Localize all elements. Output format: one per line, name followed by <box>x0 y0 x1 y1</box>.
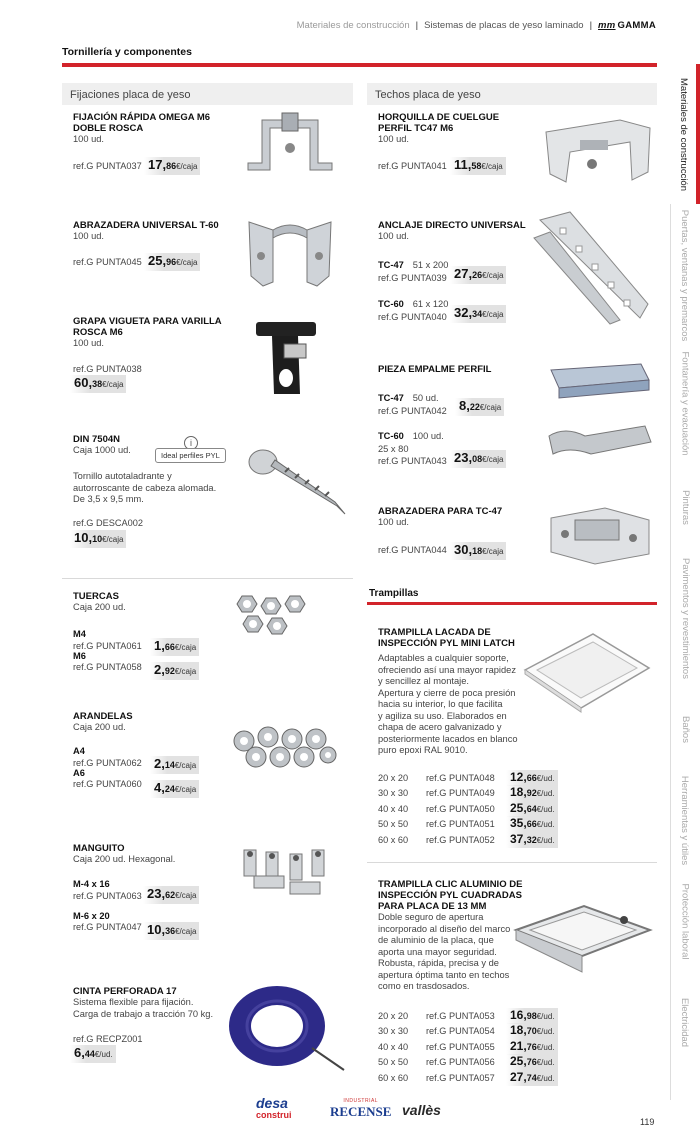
product-qty: 100 ud. <box>73 338 105 348</box>
size-ref: ref.G PUNTA057 <box>426 1072 495 1083</box>
size-ref: ref.G PUNTA048 <box>426 772 495 783</box>
size-price: 18,70€/ud. <box>506 1023 558 1039</box>
variant-price: 27,26€/caja <box>450 266 506 284</box>
size-label: 50 x 50 <box>378 819 409 830</box>
aluminium-panel-image <box>510 900 655 980</box>
product-name: ABRAZADERA UNIVERSAL T-60 <box>73 220 219 231</box>
divider <box>62 578 353 579</box>
product-qty: Caja 200 ud. Hexagonal. <box>73 854 176 864</box>
description-line: como en trasdosados. <box>378 981 470 991</box>
trampillas-divider <box>367 602 657 605</box>
sidebar-tab-label: Fontanería y evacuación <box>679 351 691 456</box>
trampillas-title: Trampillas <box>369 588 419 599</box>
variant-price: 1,66€/caja <box>150 638 199 656</box>
size-row <box>378 1070 556 1086</box>
couplers-image <box>236 846 336 906</box>
info-icon: i <box>184 436 198 450</box>
product-qty: Caja 1000 ud. <box>73 445 131 455</box>
variant-price: 8,22€/caja <box>455 398 504 416</box>
size-row <box>378 832 556 848</box>
size-row <box>378 786 556 802</box>
variant-tc47: TC-47 50 ud. ref.G PUNTA042 <box>378 393 447 416</box>
sidebar-tab-label: Materiales de construcción <box>677 77 689 191</box>
bracket-t60-image <box>243 212 338 292</box>
sidebar-tab-label: Pinturas <box>679 489 691 525</box>
product-qty: Caja 200 ud. <box>73 602 126 612</box>
page-number: 119 <box>640 1117 655 1127</box>
variant-tc60: TC-60 61 x 120 ref.G PUNTA040 <box>378 299 449 322</box>
product-price: 30,18€/caja <box>450 542 506 560</box>
variant-tc47: TC-47 51 x 200 ref.G PUNTA039 <box>378 260 449 283</box>
product-name: TRAMPILLA LACADA DE <box>378 627 491 638</box>
description-line: Doble seguro de apertura <box>378 912 484 922</box>
nuts-image <box>228 592 328 640</box>
product-qty: 100 ud. <box>378 134 410 144</box>
size-label: 30 x 30 <box>378 1026 409 1037</box>
variant-price: 23,08€/caja <box>450 450 506 468</box>
product-ref: ref.G PUNTA038 <box>73 364 142 374</box>
sidebar-tab[interactable] <box>670 689 700 769</box>
sidebar-tab[interactable] <box>670 871 700 971</box>
variant-tc60: TC-60 100 ud. 25 x 80 ref.G PUNTA043 <box>378 431 447 466</box>
product-price: 17,86€/caja <box>144 157 200 175</box>
product-name: INSPECCIÓN PYL CUADRADAS <box>378 890 522 901</box>
product-ref: ref.G DESCA002 <box>73 518 143 528</box>
size-price: 16,98€/ud. <box>506 1008 558 1024</box>
hanger-image <box>540 112 655 192</box>
product-tuercas <box>73 591 223 614</box>
size-label: 50 x 50 <box>378 1057 409 1068</box>
description-line: puro epoxi RAL 9010. <box>378 745 468 755</box>
variant-price: 10,36€/caja <box>143 922 199 940</box>
sidebar-tab-label: Baños <box>679 715 691 743</box>
product-price: 11,58€/caja <box>450 157 506 175</box>
description-line: posteriormente lacados en blanco <box>378 733 518 744</box>
size-ref: ref.G PUNTA051 <box>426 819 495 830</box>
description-line: incorporado al diseño del marco <box>378 923 511 934</box>
product-name: PERFIL TC47 M6 <box>378 123 454 134</box>
size-label: 60 x 60 <box>378 834 409 845</box>
sidebar-tab[interactable] <box>670 553 700 683</box>
section-divider <box>62 63 657 67</box>
description-line: de aluminio de la placa, que <box>378 935 494 945</box>
product-ref: ref.G PUNTA044 <box>378 545 447 555</box>
size-ref: ref.G PUNTA050 <box>426 803 495 814</box>
grapa-clip-image <box>248 316 328 401</box>
size-price: 35,66€/ud. <box>506 816 558 832</box>
product-ref: ref.G PUNTA041 <box>378 161 447 171</box>
product-qty: 100 ud. <box>378 517 410 527</box>
description-line: Apertura y cierre de poca presión <box>378 687 516 698</box>
size-row <box>378 1039 556 1055</box>
variant-list: M-4 x 16 ref.G PUNTA063 M-6 x 20 ref.G PUNTA047 <box>73 879 142 932</box>
sidebar-tab[interactable] <box>670 346 700 461</box>
size-ref: ref.G PUNTA054 <box>426 1026 495 1037</box>
product-description <box>378 653 518 757</box>
size-row <box>378 1024 556 1040</box>
size-ref: ref.G PUNTA055 <box>426 1041 495 1052</box>
product-qty: Caja 200 ud. <box>73 722 126 732</box>
product-name: ABRAZADERA PARA TC-47 <box>378 506 503 517</box>
product-description <box>378 912 518 993</box>
product-name: HORQUILLA DE CUELGUE <box>378 112 500 123</box>
product-name: ROSCA M6 <box>73 327 123 338</box>
product-name: TUERCAS <box>73 591 119 602</box>
variant-price: 2,92€/caja <box>150 662 199 680</box>
size-price: 25,76€/ud. <box>506 1054 558 1070</box>
description-line: chapa de acero galvanizado y <box>378 722 502 732</box>
size-price: 18,92€/ud. <box>506 785 558 801</box>
size-ref: ref.G PUNTA056 <box>426 1057 495 1068</box>
splice-image <box>545 360 655 468</box>
description-line: aporta una mayor seguridad. <box>378 946 497 957</box>
size-table <box>378 770 556 848</box>
washers-image <box>228 725 338 770</box>
product-mini-latch <box>378 627 528 649</box>
variant-price: 23,62€/caja <box>143 886 199 904</box>
clamp-tc47-image <box>545 500 655 570</box>
tape-roll-image <box>222 978 347 1078</box>
product-price: 25,96€/caja <box>144 253 200 271</box>
variant-list: M4 ref.G PUNTA061 M6 ref.G PUNTA058 <box>73 629 142 672</box>
category-sidebar <box>670 64 700 1100</box>
size-ref: ref.G PUNTA053 <box>426 1010 495 1021</box>
product-ref: ref.G PUNTA037 <box>73 161 142 171</box>
product-horquilla <box>378 112 538 146</box>
size-label: 20 x 20 <box>378 772 409 783</box>
sidebar-tab-label: Protección laboral <box>679 882 691 960</box>
variant-price: 32,34€/caja <box>450 305 506 323</box>
size-price: 12,66€/ud. <box>506 770 558 786</box>
anchor-image <box>530 208 655 328</box>
size-row <box>378 801 556 817</box>
size-ref: ref.G PUNTA052 <box>426 834 495 845</box>
column-header-left: Fijaciones placa de yeso <box>62 83 353 105</box>
product-description: Tornillo autotaladrante y autorroscante de cabeza alomada. De 3,5 x 9,5 mm. <box>73 471 217 504</box>
size-label: 60 x 60 <box>378 1072 409 1083</box>
product-cinta: CINTA PERFORADA 17 Sistema flexible para fijación. Carga de trabajo a tracción 70 kg. <box>73 986 243 1020</box>
valles-logo: vallès <box>402 1102 441 1118</box>
sidebar-tab[interactable] <box>670 467 700 547</box>
size-price: 37,32€/ud. <box>506 832 558 848</box>
size-row <box>378 770 556 786</box>
variant-price: 2,14€/caja <box>150 756 199 774</box>
description-line: Robusta, rápida, precisa y de <box>378 958 499 968</box>
sidebar-tab[interactable] <box>670 977 700 1067</box>
access-panel-image <box>515 624 655 714</box>
section-title: Tornillería y componentes <box>62 46 192 58</box>
product-name: DOBLE ROSCA <box>73 123 144 134</box>
product-name: INSPECCIÓN PYL MINI LATCH <box>378 638 515 649</box>
brand-logo: mm GAMMA <box>598 20 656 31</box>
screw-image <box>245 444 355 519</box>
product-tc47 <box>378 506 538 529</box>
product-price: 6,44€/ud. <box>70 1045 116 1063</box>
size-price: 27,74€/ud. <box>506 1070 558 1086</box>
product-empalme-name: PIEZA EMPALME PERFIL <box>378 364 492 375</box>
product-qty: 100 ud. <box>73 231 105 241</box>
page-header: Materiales de construcción | Sistemas de placas de yeso laminado | mm GAMMA <box>296 20 656 31</box>
product-name: FIJACIÓN RÁPIDA OMEGA M6 <box>73 112 211 123</box>
size-label: 40 x 40 <box>378 1041 409 1052</box>
sidebar-tab-label: Puertas, ventanas y premarcos <box>679 209 691 341</box>
product-name: CINTA PERFORADA 17 <box>73 986 177 997</box>
description-line: y sencillez al montaje. <box>378 676 469 686</box>
ideal-tag: Ideal perfiles PYL <box>155 448 226 463</box>
size-table <box>378 1008 556 1086</box>
product-name: PARA PLACA DE 13 MM <box>378 901 487 912</box>
product-name: ARANDELAS <box>73 711 133 722</box>
sidebar-tab-label: Herramientas y útiles <box>679 775 691 865</box>
product-arandelas <box>73 711 223 734</box>
product-qty: 100 ud. <box>73 134 105 144</box>
variant-price: 4,24€/caja <box>150 780 199 798</box>
product-name: MANGUITO <box>73 843 125 854</box>
sidebar-tab-label: Electricidad <box>679 997 691 1047</box>
divider <box>367 862 657 863</box>
product-name: DIN 7504N <box>73 434 120 445</box>
size-row <box>378 1055 556 1071</box>
size-price: 21,76€/ud. <box>506 1039 558 1055</box>
description-line: apertura óptima tanto en techos <box>378 969 510 980</box>
size-label: 40 x 40 <box>378 803 409 814</box>
product-ref: ref.G RECPZ001 <box>73 1034 143 1044</box>
product-name: TRAMPILLA CLIC ALUMINIO DE <box>378 879 523 890</box>
size-price: 25,64€/ud. <box>506 801 558 817</box>
product-name: GRAPA VIGUETA PARA VARILLA <box>73 316 222 327</box>
desa-logo: desa construi <box>256 1095 292 1120</box>
column-header-right: Techos placa de yeso <box>367 83 657 105</box>
sidebar-tab-label: Pavimentos y revestimientos <box>679 557 691 679</box>
product-price: 60,38€/caja <box>70 375 126 393</box>
sidebar-tab[interactable] <box>670 64 700 204</box>
breadcrumb-category: Materiales de construcción <box>296 20 410 31</box>
size-label: 20 x 20 <box>378 1010 409 1021</box>
size-row <box>378 1008 556 1024</box>
description-line: y agiliza su uso. Elaborados en <box>378 710 507 721</box>
product-name: ANCLAJE DIRECTO UNIVERSAL <box>378 220 526 231</box>
sidebar-tab[interactable] <box>670 775 700 865</box>
description-line: Adaptables a cualquier soporte, <box>378 653 509 663</box>
product-manguito <box>73 843 233 866</box>
product-anclaje <box>378 220 538 243</box>
product-t60 <box>73 220 243 243</box>
product-ref: ref.G PUNTA045 <box>73 257 142 267</box>
product-qty: 100 ud. <box>378 231 410 241</box>
product-omega <box>73 112 233 146</box>
omega-clip-image <box>240 108 340 188</box>
size-label: 30 x 30 <box>378 788 409 799</box>
description-line: hacia su interior, lo que facilita <box>378 699 503 709</box>
breadcrumb-subcategory: Sistemas de placas de yeso laminado <box>424 20 584 31</box>
size-row <box>378 817 556 833</box>
product-price: 10,10€/caja <box>70 530 126 548</box>
variant-list: A4 ref.G PUNTA062 A6 ref.G PUNTA060 <box>73 746 142 789</box>
size-ref: ref.G PUNTA049 <box>426 788 495 799</box>
product-grapa <box>73 316 243 350</box>
sidebar-tab[interactable] <box>670 210 700 340</box>
description-line: ofreciendo así una mayor rapidez <box>378 664 516 675</box>
recense-logo: INDUSTRIAL RECENSE <box>330 1098 392 1119</box>
